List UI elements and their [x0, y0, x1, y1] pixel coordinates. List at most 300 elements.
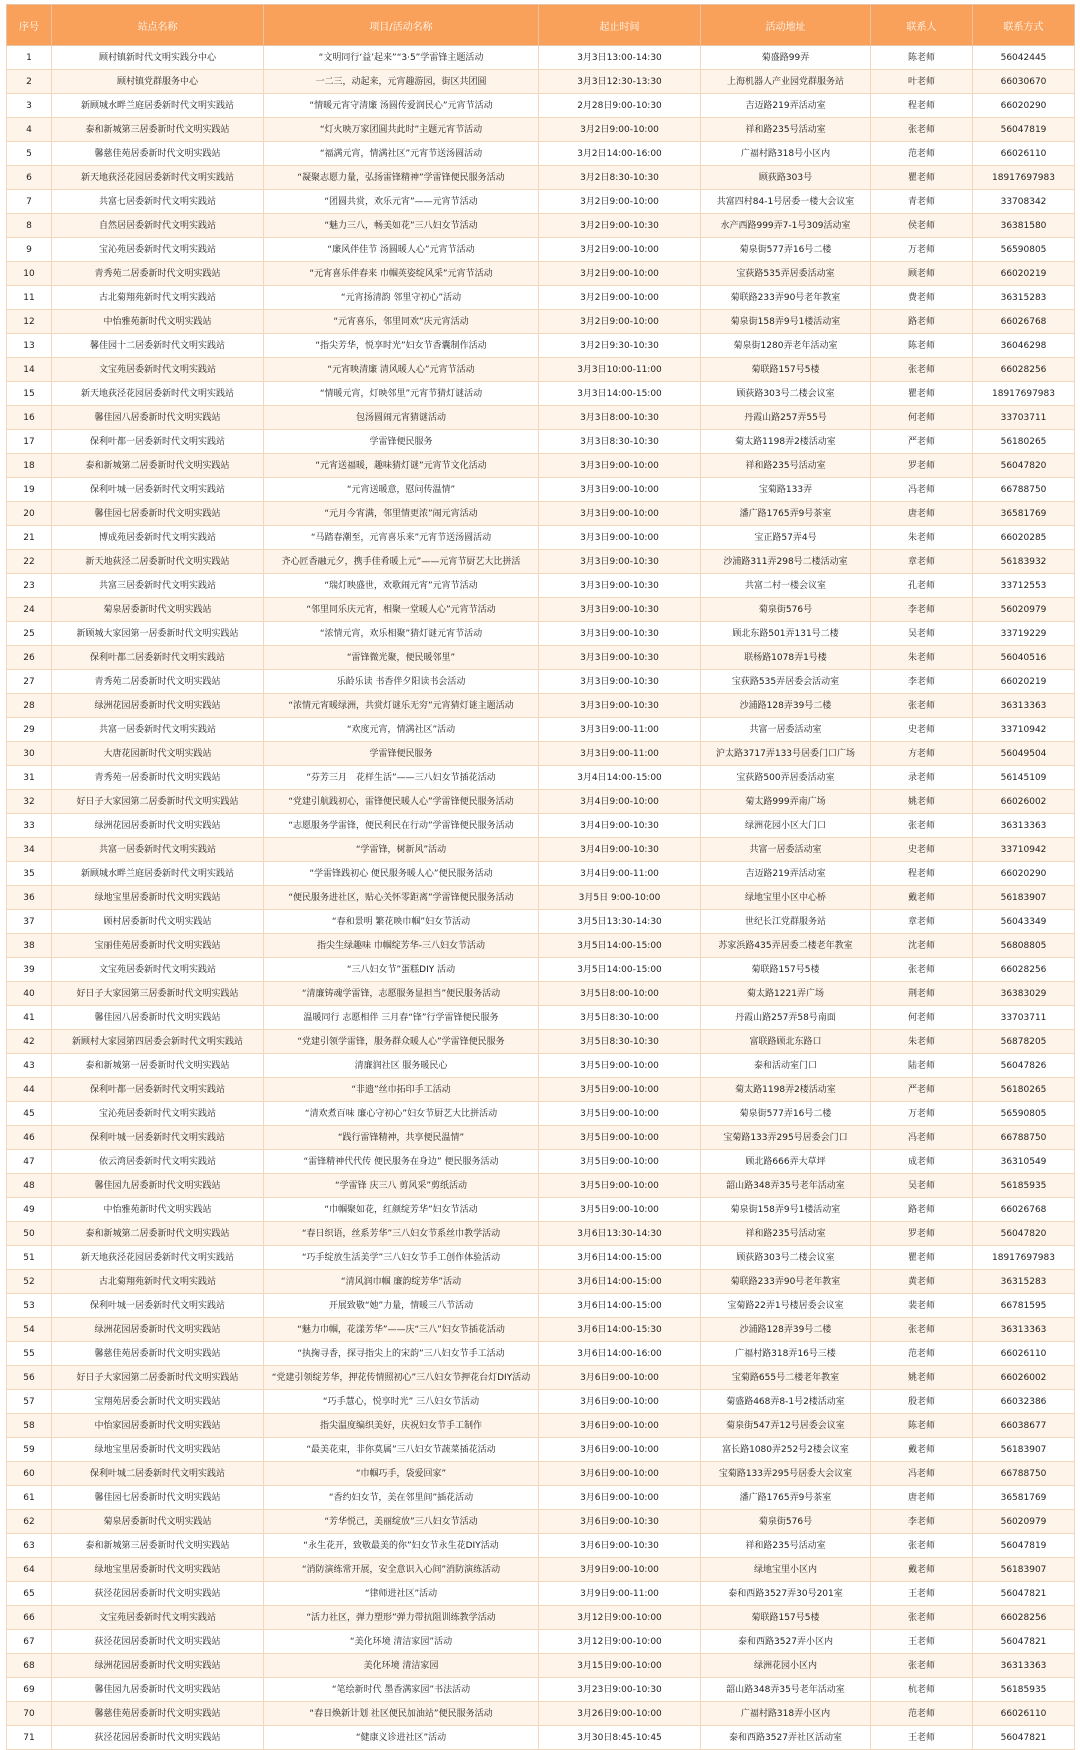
- time-range-cell: 3月6日9:00-10:30: [539, 1534, 701, 1558]
- table-row: [7, 910, 1075, 934]
- site-name-cell: 博成苑居委新时代文明实践站: [52, 526, 264, 550]
- activity-name-cell: “践行雷锋精神，共享便民温情”: [264, 1126, 539, 1150]
- row-index-cell: 59: [7, 1438, 52, 1462]
- table-row: [7, 1054, 1075, 1078]
- contact-person-cell: 严老师: [871, 430, 973, 454]
- activity-name-cell: 开展致敬“她”力量，情暖三八节活动: [264, 1294, 539, 1318]
- site-name-cell: 泰和新城第三居委新时代文明实践站: [52, 118, 264, 142]
- contact-person-cell: 陈老师: [871, 334, 973, 358]
- site-name-cell: 新天地荻泾二居委新时代文明实践站: [52, 550, 264, 574]
- row-index-cell: 17: [7, 430, 52, 454]
- address-cell: 菊联路233弄90号老年教室: [701, 1270, 871, 1294]
- site-name-cell: 古北菊翔苑新时代文明实践站: [52, 1270, 264, 1294]
- activity-name-cell: “巧手慧心，悦享时光” 三八妇女节活动: [264, 1390, 539, 1414]
- address-cell: 菊泉街158弄9号1楼活动室: [701, 310, 871, 334]
- phone-number-cell: 56590805: [973, 1102, 1075, 1126]
- row-index-cell: 23: [7, 574, 52, 598]
- table-row: [7, 1294, 1075, 1318]
- column-header-site-name: 站点名称: [52, 5, 264, 46]
- row-index-cell: 21: [7, 526, 52, 550]
- address-cell: 菊泉街1280弄老年活动室: [701, 334, 871, 358]
- row-index-cell: 34: [7, 838, 52, 862]
- activity-name-cell: “党建引航践初心，雷锋便民暖人心”学雷锋便民服务活动: [264, 790, 539, 814]
- row-index-cell: 25: [7, 622, 52, 646]
- contact-person-cell: 冯老师: [871, 1462, 973, 1486]
- table-row: [7, 238, 1075, 262]
- row-index-cell: 32: [7, 790, 52, 814]
- activity-name-cell: “团圆共赏，欢乐元宵”——元宵节活动: [264, 190, 539, 214]
- time-range-cell: 3月2日9:30-10:30: [539, 334, 701, 358]
- contact-person-cell: 瞿老师: [871, 166, 973, 190]
- contact-person-cell: 何老师: [871, 1006, 973, 1030]
- table-row: [7, 382, 1075, 406]
- site-name-cell: 青秀苑一居委新时代文明实践站: [52, 766, 264, 790]
- site-name-cell: 馨佳园九居委新时代文明实践站: [52, 1174, 264, 1198]
- row-index-cell: 66: [7, 1606, 52, 1630]
- contact-person-cell: 范老师: [871, 142, 973, 166]
- phone-number-cell: 56878205: [973, 1030, 1075, 1054]
- phone-number-cell: 18917697983: [973, 382, 1075, 406]
- site-name-cell: 宝沁苑居委新时代文明实践站: [52, 238, 264, 262]
- site-name-cell: 共富一居委新时代文明实践站: [52, 838, 264, 862]
- phone-number-cell: 56049504: [973, 742, 1075, 766]
- phone-number-cell: 66028256: [973, 1606, 1075, 1630]
- row-index-cell: 43: [7, 1054, 52, 1078]
- site-name-cell: 馨佳园八居委新时代文明实践站: [52, 406, 264, 430]
- contact-person-cell: 孔老师: [871, 574, 973, 598]
- phone-number-cell: 36310549: [973, 1150, 1075, 1174]
- table-header-row: [7, 5, 1075, 46]
- contact-person-cell: 姚老师: [871, 1366, 973, 1390]
- table-row: [7, 526, 1075, 550]
- phone-number-cell: 56042445: [973, 46, 1075, 70]
- time-range-cell: 3月5日9:00-10:00: [539, 1198, 701, 1222]
- activity-name-cell: “志愿服务学雷锋，便民利民在行动”学雷锋便民服务活动: [264, 814, 539, 838]
- table-row: [7, 934, 1075, 958]
- address-cell: 泰和西路3527弄社区活动室: [701, 1726, 871, 1750]
- contact-person-cell: 殷老师: [871, 1390, 973, 1414]
- address-cell: 祥和路235号活动室: [701, 1534, 871, 1558]
- site-name-cell: 馨佳园八居委新时代文明实践站: [52, 1006, 264, 1030]
- site-name-cell: 绿洲花园居委新时代文明实践站: [52, 1318, 264, 1342]
- address-cell: 联杨路1078弄1号楼: [701, 646, 871, 670]
- address-cell: 顾北东路501弄131号二楼: [701, 622, 871, 646]
- column-header-contact: 联系人: [871, 5, 973, 46]
- phone-number-cell: 66026110: [973, 142, 1075, 166]
- contact-person-cell: 张老师: [871, 118, 973, 142]
- phone-number-cell: 66026110: [973, 1702, 1075, 1726]
- contact-person-cell: 叶老师: [871, 70, 973, 94]
- time-range-cell: 3月3日10:00-11:00: [539, 358, 701, 382]
- address-cell: 共富一居委活动室: [701, 838, 871, 862]
- activity-name-cell: “廉风伴佳节 汤圆暖人心”元宵节活动: [264, 238, 539, 262]
- row-index-cell: 3: [7, 94, 52, 118]
- activity-name-cell: “元宵喜乐，邻里同欢”庆元宵活动: [264, 310, 539, 334]
- activity-name-cell: 包汤圆闹元宵猜谜活动: [264, 406, 539, 430]
- address-cell: 潘广路1765弄9号茶室: [701, 1486, 871, 1510]
- table-row: [7, 1270, 1075, 1294]
- activity-name-cell: “春日织语，丝系芳华”三八妇女节系丝巾教学活动: [264, 1222, 539, 1246]
- address-cell: 共富一居委活动室: [701, 718, 871, 742]
- phone-number-cell: 56185935: [973, 1678, 1075, 1702]
- activity-name-cell: 清廉润社区 服务暖民心: [264, 1054, 539, 1078]
- row-index-cell: 42: [7, 1030, 52, 1054]
- address-cell: 共富四村84-1号居委一楼大会议室: [701, 190, 871, 214]
- row-index-cell: 51: [7, 1246, 52, 1270]
- site-name-cell: 泰和新城第一居委新时代文明实践站: [52, 1054, 264, 1078]
- contact-person-cell: 章老师: [871, 910, 973, 934]
- phone-number-cell: 66020219: [973, 670, 1075, 694]
- address-cell: 菊太路1198弄2楼活动室: [701, 1078, 871, 1102]
- time-range-cell: 3月6日9:00-10:00: [539, 1366, 701, 1390]
- phone-number-cell: 56020979: [973, 598, 1075, 622]
- time-range-cell: 3月3日9:00-10:30: [539, 598, 701, 622]
- activity-name-cell: “学雷锋，树新风”活动: [264, 838, 539, 862]
- table-row: [7, 838, 1075, 862]
- activity-name-cell: “情暖元宵，灯映邻里”元宵节猜灯谜活动: [264, 382, 539, 406]
- table-row: [7, 1654, 1075, 1678]
- phone-number-cell: 66026002: [973, 1366, 1075, 1390]
- activity-name-cell: “春日焕新计划 社区便民加油站”便民服务活动: [264, 1702, 539, 1726]
- address-cell: 宝正路57弄4号: [701, 526, 871, 550]
- activity-name-cell: “巧手绽放生活美学”三八妇女节手工创作体验活动: [264, 1246, 539, 1270]
- table-row: [7, 1078, 1075, 1102]
- time-range-cell: 3月5日9:00-10:00: [539, 1150, 701, 1174]
- table-row: [7, 94, 1075, 118]
- phone-number-cell: 36313363: [973, 814, 1075, 838]
- phone-number-cell: 56047820: [973, 454, 1075, 478]
- time-range-cell: 3月6日14:00-15:00: [539, 1246, 701, 1270]
- activity-name-cell: “执掬寻香，探寻指尖上的宋韵”三八妇女节手工活动: [264, 1342, 539, 1366]
- time-range-cell: 3月5日 9:00-10:00: [539, 886, 701, 910]
- row-index-cell: 12: [7, 310, 52, 334]
- contact-person-cell: 张老师: [871, 1318, 973, 1342]
- activity-name-cell: “浓情元宵暖绿洲，共赏灯谜乐无穷”元宵猜灯谜主题活动: [264, 694, 539, 718]
- phone-number-cell: 66020290: [973, 862, 1075, 886]
- contact-person-cell: 严老师: [871, 1078, 973, 1102]
- site-name-cell: 保利叶城一居委新时代文明实践站: [52, 478, 264, 502]
- time-range-cell: 3月2日9:00-10:00: [539, 310, 701, 334]
- address-cell: 沪太路3717弄133号居委门口广场: [701, 742, 871, 766]
- contact-person-cell: 万老师: [871, 1102, 973, 1126]
- phone-number-cell: 56047819: [973, 118, 1075, 142]
- activity-name-cell: “学雷锋践初心 便民服务暖人心”便民服务活动: [264, 862, 539, 886]
- address-cell: 祥和路235号活动室: [701, 118, 871, 142]
- site-name-cell: 新顾城水畔兰庭居委新时代文明实践站: [52, 862, 264, 886]
- table-row: [7, 502, 1075, 526]
- activity-name-cell: “灯火映万家团圆共此时”主题元宵节活动: [264, 118, 539, 142]
- contact-person-cell: 章老师: [871, 550, 973, 574]
- phone-number-cell: 66032386: [973, 1390, 1075, 1414]
- table-row: [7, 214, 1075, 238]
- activity-name-cell: “欢度元宵，情满社区”活动: [264, 718, 539, 742]
- address-cell: 沙浦路128弄39号二楼: [701, 694, 871, 718]
- contact-person-cell: 吴老师: [871, 622, 973, 646]
- contact-person-cell: 冯老师: [871, 1126, 973, 1150]
- time-range-cell: 3月5日9:00-10:00: [539, 1174, 701, 1198]
- site-name-cell: 馨佳园七居委新时代文明实践站: [52, 502, 264, 526]
- contact-person-cell: 罗老师: [871, 454, 973, 478]
- activity-name-cell: “马踏春潮至，元宵喜乐来”元宵节送汤圆活动: [264, 526, 539, 550]
- contact-person-cell: 费老师: [871, 286, 973, 310]
- time-range-cell: 2月28日9:00-10:30: [539, 94, 701, 118]
- activity-name-cell: “最美花束，非你莫属”三八妇女节蔬菜插花活动: [264, 1438, 539, 1462]
- row-index-cell: 7: [7, 190, 52, 214]
- phone-number-cell: 66781595: [973, 1294, 1075, 1318]
- contact-person-cell: 何老师: [871, 406, 973, 430]
- row-index-cell: 70: [7, 1702, 52, 1726]
- contact-person-cell: 荆老师: [871, 982, 973, 1006]
- table-row: [7, 478, 1075, 502]
- table-row: [7, 1486, 1075, 1510]
- time-range-cell: 3月5日8:30-10:00: [539, 1006, 701, 1030]
- row-index-cell: 15: [7, 382, 52, 406]
- table-row: [7, 1366, 1075, 1390]
- activity-name-cell: “邻里同乐庆元宵，相聚一堂暖人心”元宵节活动: [264, 598, 539, 622]
- row-index-cell: 33: [7, 814, 52, 838]
- time-range-cell: 3月4日9:00-10:30: [539, 838, 701, 862]
- contact-person-cell: 李老师: [871, 1510, 973, 1534]
- table-row: [7, 1726, 1075, 1750]
- activity-table-container: [6, 4, 1074, 1750]
- row-index-cell: 13: [7, 334, 52, 358]
- site-name-cell: 馨慈佳苑居委新时代文明实践站: [52, 1342, 264, 1366]
- phone-number-cell: 56183907: [973, 1558, 1075, 1582]
- row-index-cell: 1: [7, 46, 52, 70]
- time-range-cell: 3月9日9:00-11:00: [539, 1582, 701, 1606]
- contact-person-cell: 张老师: [871, 358, 973, 382]
- row-index-cell: 9: [7, 238, 52, 262]
- time-range-cell: 3月3日9:00-10:30: [539, 574, 701, 598]
- time-range-cell: 3月2日9:00-10:00: [539, 238, 701, 262]
- phone-number-cell: 66026002: [973, 790, 1075, 814]
- time-range-cell: 3月3日9:00-10:00: [539, 502, 701, 526]
- address-cell: 菊盛路468弄8-1号2楼活动室: [701, 1390, 871, 1414]
- table-row: [7, 358, 1075, 382]
- address-cell: 上海机器人产业园党群服务站: [701, 70, 871, 94]
- contact-person-cell: 沈老师: [871, 934, 973, 958]
- activity-name-cell: “元宵送暖意，慰问传温情”: [264, 478, 539, 502]
- table-row: [7, 1606, 1075, 1630]
- activity-name-cell: “巾帼巧手，袋爱回家”: [264, 1462, 539, 1486]
- site-name-cell: 文宝苑居委新时代文明实践站: [52, 358, 264, 382]
- row-index-cell: 50: [7, 1222, 52, 1246]
- table-row: [7, 70, 1075, 94]
- time-range-cell: 3月2日9:00-10:00: [539, 118, 701, 142]
- site-name-cell: 绿洲花园居委新时代文明实践站: [52, 694, 264, 718]
- site-name-cell: 好日子大家园第二居委新时代文明实践站: [52, 1366, 264, 1390]
- table-row: [7, 310, 1075, 334]
- address-cell: 菊泉街577弄16号二楼: [701, 1102, 871, 1126]
- time-range-cell: 3月6日9:00-10:00: [539, 1462, 701, 1486]
- site-name-cell: 宝沁苑居委新时代文明实践站: [52, 1102, 264, 1126]
- row-index-cell: 64: [7, 1558, 52, 1582]
- time-range-cell: 3月6日14:00-16:00: [539, 1342, 701, 1366]
- time-range-cell: 3月6日14:00-15:00: [539, 1294, 701, 1318]
- contact-person-cell: 冯老师: [871, 478, 973, 502]
- address-cell: 宝菊路655号二楼老年教室: [701, 1366, 871, 1390]
- phone-number-cell: 36315283: [973, 1270, 1075, 1294]
- time-range-cell: 3月26日9:00-10:00: [539, 1702, 701, 1726]
- phone-number-cell: 66026768: [973, 1198, 1075, 1222]
- address-cell: 菊联路157号5楼: [701, 958, 871, 982]
- address-cell: 丹霞山路257弄55号: [701, 406, 871, 430]
- time-range-cell: 3月5日9:00-10:00: [539, 1126, 701, 1150]
- table-row: [7, 958, 1075, 982]
- site-name-cell: 菊泉居委新时代文明实践站: [52, 1510, 264, 1534]
- site-name-cell: 顾村居委新时代文明实践站: [52, 910, 264, 934]
- address-cell: 宝菊路133弄295号居委大会议室: [701, 1462, 871, 1486]
- row-index-cell: 71: [7, 1726, 52, 1750]
- contact-person-cell: 朱老师: [871, 1030, 973, 1054]
- row-index-cell: 40: [7, 982, 52, 1006]
- time-range-cell: 3月3日9:00-11:00: [539, 718, 701, 742]
- phone-number-cell: 66038677: [973, 1414, 1075, 1438]
- table-row: [7, 334, 1075, 358]
- contact-person-cell: 张老师: [871, 814, 973, 838]
- activity-name-cell: 指尖温度编织美好，庆祝妇女节手工制作: [264, 1414, 539, 1438]
- time-range-cell: 3月6日13:30-14:30: [539, 1222, 701, 1246]
- time-range-cell: 3月3日8:30-10:30: [539, 430, 701, 454]
- table-row: [7, 646, 1075, 670]
- site-name-cell: 馨慈佳苑居委新时代文明实践站: [52, 142, 264, 166]
- contact-person-cell: 万老师: [871, 238, 973, 262]
- phone-number-cell: 56047826: [973, 1054, 1075, 1078]
- phone-number-cell: 33712553: [973, 574, 1075, 598]
- site-name-cell: 菊泉居委新时代文明实践站: [52, 598, 264, 622]
- table-row: [7, 1510, 1075, 1534]
- table-row: [7, 1150, 1075, 1174]
- time-range-cell: 3月6日9:00-10:30: [539, 1510, 701, 1534]
- row-index-cell: 14: [7, 358, 52, 382]
- site-name-cell: 荻泾花园居委新时代文明实践站: [52, 1630, 264, 1654]
- phone-number-cell: 56047820: [973, 1222, 1075, 1246]
- table-row: [7, 1102, 1075, 1126]
- time-range-cell: 3月5日8:30-10:30: [539, 1030, 701, 1054]
- activity-name-cell: “党建引领学雷锋，服务群众暖人心”学雷锋便民服务: [264, 1030, 539, 1054]
- contact-person-cell: 戴老师: [871, 1438, 973, 1462]
- site-name-cell: 好日子大家园第三居委新时代文明实践站: [52, 982, 264, 1006]
- contact-person-cell: 朱老师: [871, 526, 973, 550]
- time-range-cell: 3月5日13:30-14:30: [539, 910, 701, 934]
- row-index-cell: 53: [7, 1294, 52, 1318]
- phone-number-cell: 66020290: [973, 94, 1075, 118]
- contact-person-cell: 路老师: [871, 1198, 973, 1222]
- contact-person-cell: 裴老师: [871, 1294, 973, 1318]
- table-row: [7, 694, 1075, 718]
- contact-person-cell: 范老师: [871, 1702, 973, 1726]
- site-name-cell: 依云湾居委新时代文明实践站: [52, 1150, 264, 1174]
- time-range-cell: 3月3日9:00-10:30: [539, 670, 701, 694]
- address-cell: 沙浦路311弄298号二楼活动室: [701, 550, 871, 574]
- activity-name-cell: “非遗”丝巾拓印手工活动: [264, 1078, 539, 1102]
- contact-person-cell: 唐老师: [871, 1486, 973, 1510]
- row-index-cell: 46: [7, 1126, 52, 1150]
- activity-name-cell: “清廉铸魂学雷锋，志愿服务显担当”便民服务活动: [264, 982, 539, 1006]
- address-cell: 菊泉街576号: [701, 598, 871, 622]
- phone-number-cell: 56043349: [973, 910, 1075, 934]
- time-range-cell: 3月3日14:00-15:00: [539, 382, 701, 406]
- row-index-cell: 69: [7, 1678, 52, 1702]
- column-header-activity-name: 项目/活动名称: [264, 5, 539, 46]
- phone-number-cell: 56590805: [973, 238, 1075, 262]
- phone-number-cell: 66028256: [973, 958, 1075, 982]
- phone-number-cell: 56180265: [973, 430, 1075, 454]
- time-range-cell: 3月12日9:00-10:00: [539, 1606, 701, 1630]
- site-name-cell: 新顾城大家园第一居委新时代文明实践站: [52, 622, 264, 646]
- contact-person-cell: 张老师: [871, 1606, 973, 1630]
- address-cell: 宝菊路133弄: [701, 478, 871, 502]
- phone-number-cell: 33719229: [973, 622, 1075, 646]
- address-cell: 泰和活动室门口: [701, 1054, 871, 1078]
- phone-number-cell: 36581769: [973, 502, 1075, 526]
- table-row: [7, 1198, 1075, 1222]
- site-name-cell: 绿洲花园居委新时代文明实践站: [52, 814, 264, 838]
- row-index-cell: 68: [7, 1654, 52, 1678]
- table-row: [7, 574, 1075, 598]
- address-cell: 苏家浜路435弄居委二楼老年教室: [701, 934, 871, 958]
- phone-number-cell: 33703711: [973, 406, 1075, 430]
- time-range-cell: 3月15日9:00-10:00: [539, 1654, 701, 1678]
- table-row: [7, 142, 1075, 166]
- contact-person-cell: 史老师: [871, 838, 973, 862]
- activity-name-cell: “浓情元宵，欢乐相聚”猜灯谜元宵节活动: [264, 622, 539, 646]
- table-row: [7, 1030, 1075, 1054]
- address-cell: 绿地宝里小区内: [701, 1558, 871, 1582]
- activity-name-cell: “元宵映清廉 清风暖人心”元宵节活动: [264, 358, 539, 382]
- row-index-cell: 28: [7, 694, 52, 718]
- site-name-cell: 宝丽佳苑居委新时代文明实践站: [52, 934, 264, 958]
- table-row: [7, 1630, 1075, 1654]
- activity-name-cell: “永生花开，致敬最美的你”妇女节永生花DIY活动: [264, 1534, 539, 1558]
- time-range-cell: 3月9日9:00-10:00: [539, 1558, 701, 1582]
- phone-number-cell: 56183907: [973, 886, 1075, 910]
- activity-name-cell: “春和景明 繁花映巾帼”妇女节活动: [264, 910, 539, 934]
- site-name-cell: 新天地荻泾花园居委新时代文明实践站: [52, 1246, 264, 1270]
- contact-person-cell: 张老师: [871, 1534, 973, 1558]
- contact-person-cell: 张老师: [871, 694, 973, 718]
- time-range-cell: 3月2日8:30-10:30: [539, 166, 701, 190]
- row-index-cell: 18: [7, 454, 52, 478]
- activity-name-cell: “雷锋微光聚，便民暖邻里”: [264, 646, 539, 670]
- row-index-cell: 20: [7, 502, 52, 526]
- activity-name-cell: “元月今宵满，邻里情更浓”闹元宵活动: [264, 502, 539, 526]
- site-name-cell: 中怡家园居委新时代文明实践站: [52, 1414, 264, 1438]
- table-row: [7, 886, 1075, 910]
- site-name-cell: 荻泾花园居委新时代文明实践站: [52, 1582, 264, 1606]
- phone-number-cell: 56047819: [973, 1534, 1075, 1558]
- table-row: [7, 790, 1075, 814]
- address-cell: 菊联路233弄90号老年教室: [701, 286, 871, 310]
- activity-name-cell: “清风润巾帼 廉韵绽芳华”活动: [264, 1270, 539, 1294]
- contact-person-cell: 瞿老师: [871, 382, 973, 406]
- phone-number-cell: 56145109: [973, 766, 1075, 790]
- phone-number-cell: 33703711: [973, 1006, 1075, 1030]
- row-index-cell: 57: [7, 1390, 52, 1414]
- table-row: [7, 1462, 1075, 1486]
- address-cell: 广福村路318弄16号三楼: [701, 1342, 871, 1366]
- time-range-cell: 3月2日9:00-10:00: [539, 286, 701, 310]
- site-name-cell: 古北菊翔苑新时代文明实践站: [52, 286, 264, 310]
- address-cell: 韶山路348弄35号老年活动室: [701, 1174, 871, 1198]
- row-index-cell: 55: [7, 1342, 52, 1366]
- site-name-cell: 馨佳园七居委新时代文明实践站: [52, 1486, 264, 1510]
- site-name-cell: 宝翔苑居委会新时代文明实践站: [52, 1390, 264, 1414]
- address-cell: 祥和路235号活动室: [701, 1222, 871, 1246]
- address-cell: 宝菊路133弄295号居委会门口: [701, 1126, 871, 1150]
- time-range-cell: 3月5日14:00-15:00: [539, 958, 701, 982]
- table-row: [7, 454, 1075, 478]
